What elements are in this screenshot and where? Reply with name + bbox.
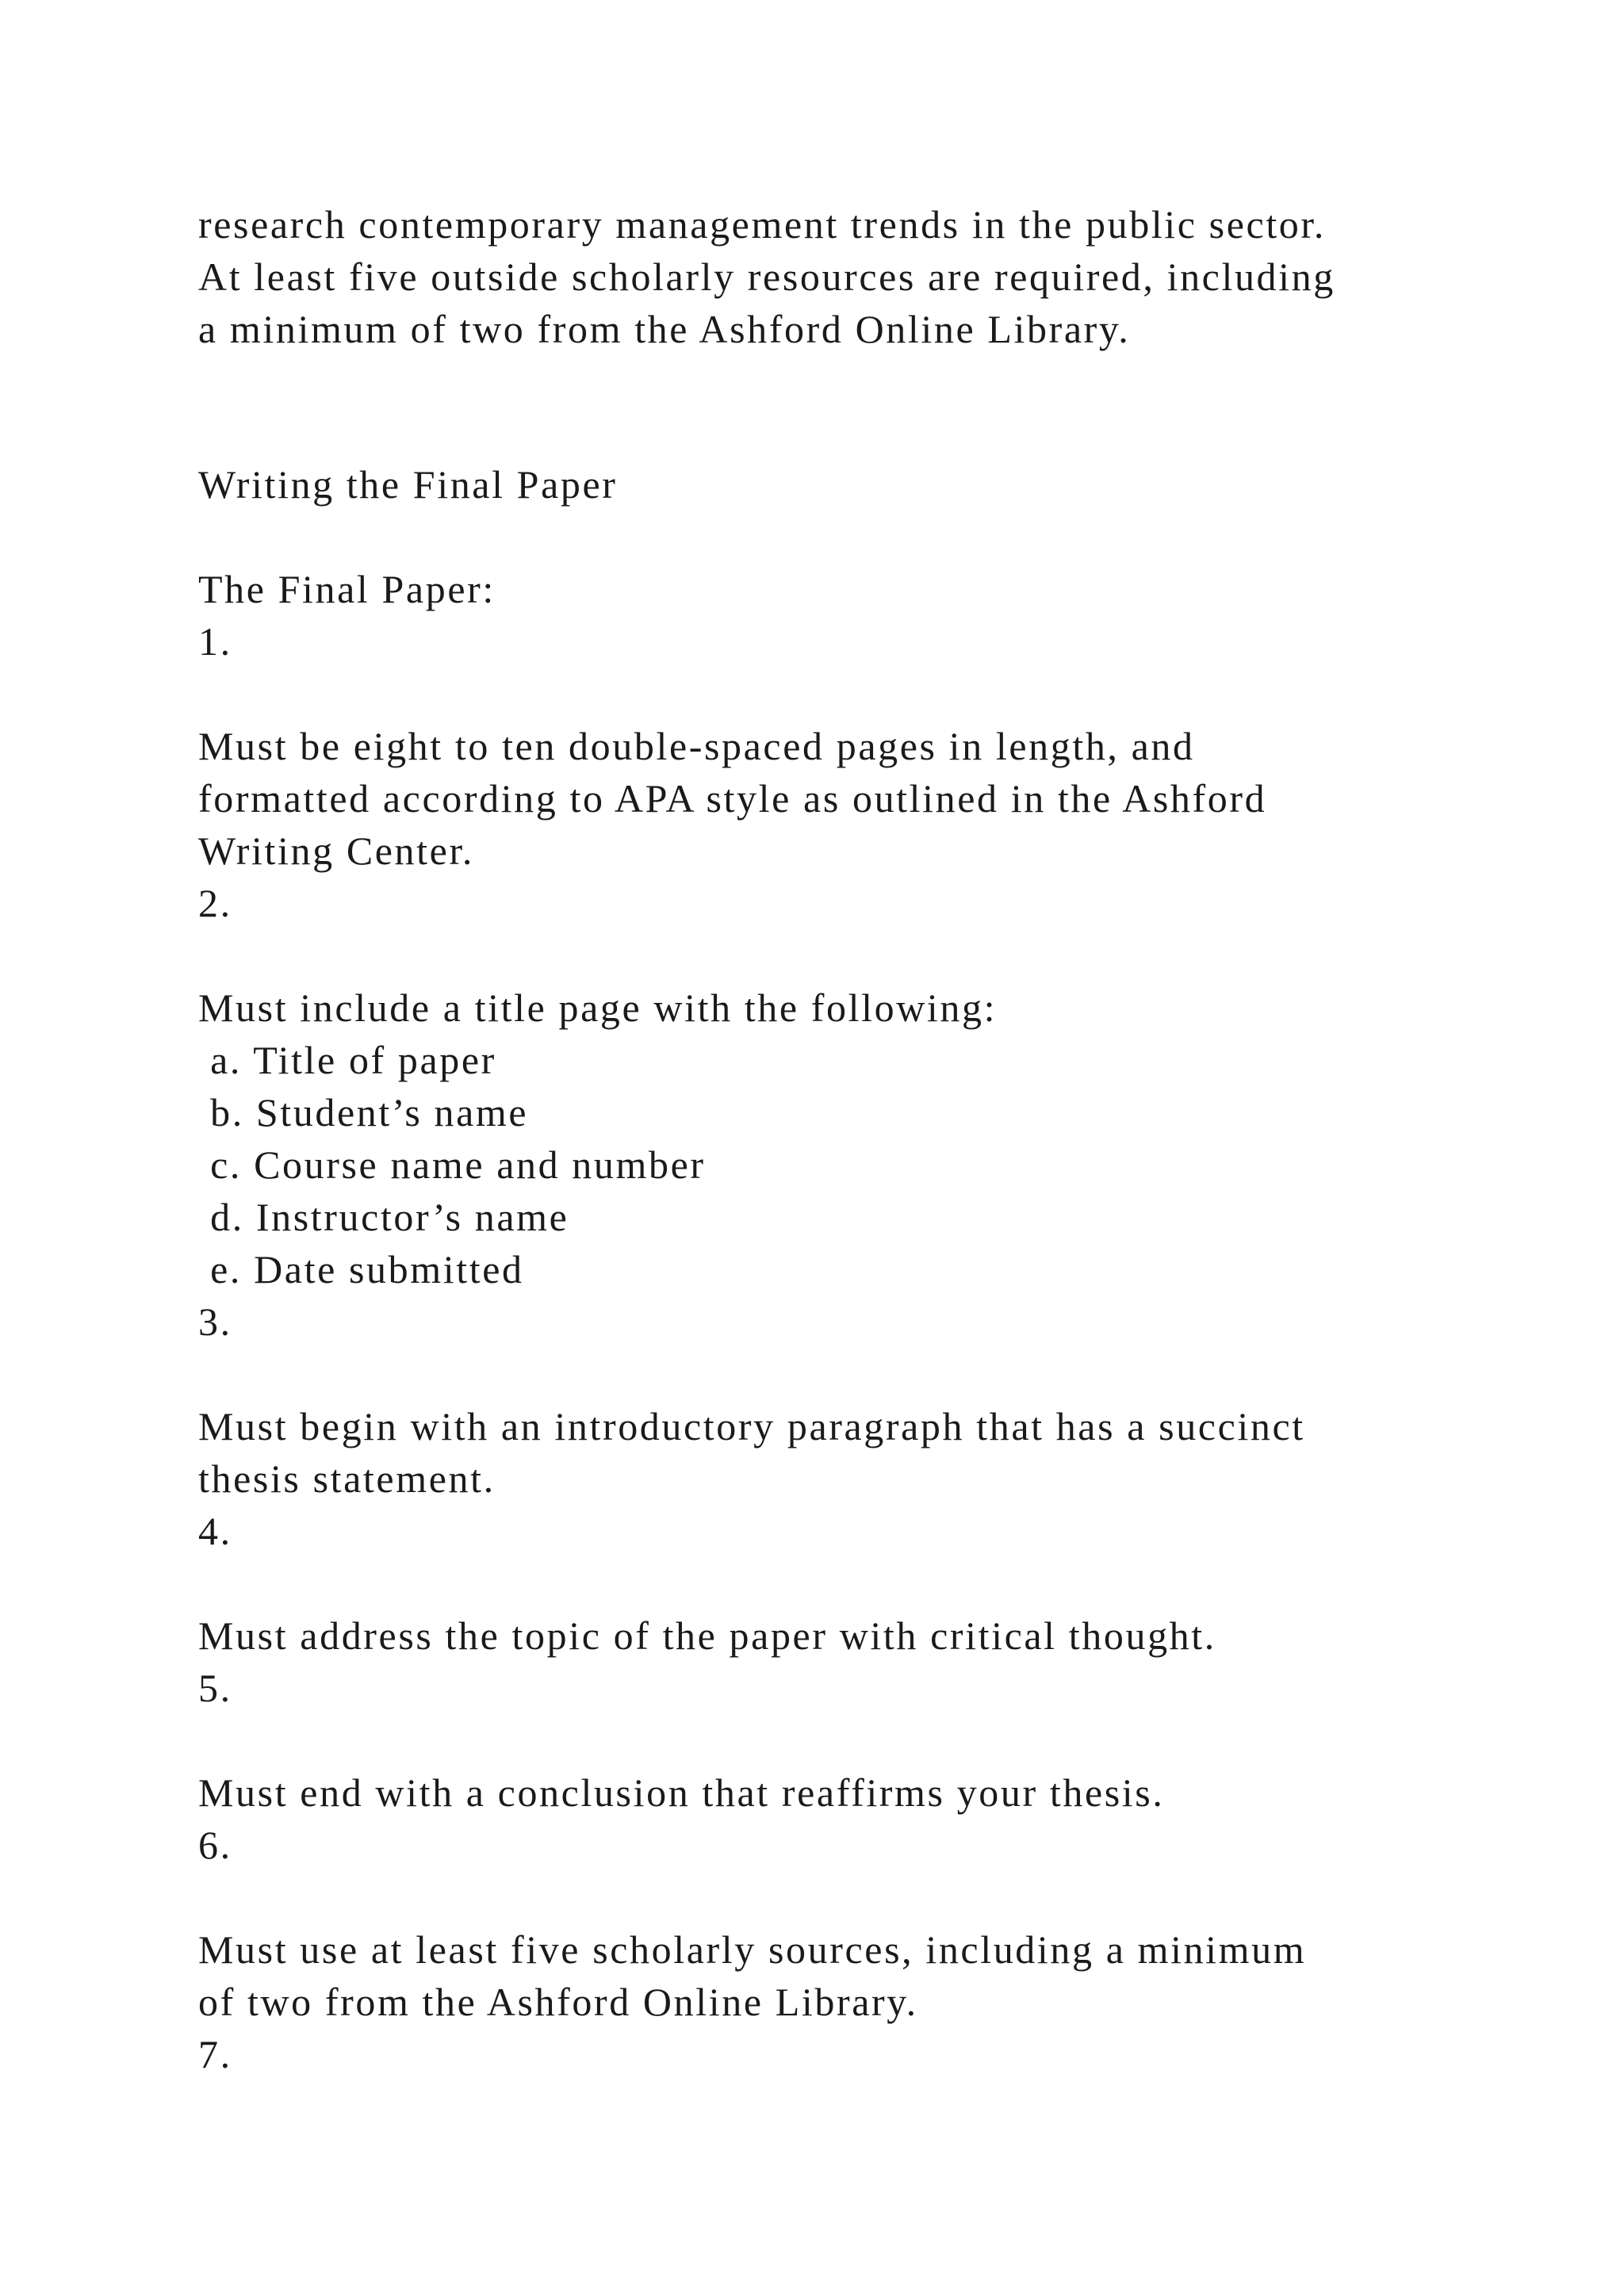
list-item-text: thesis statement. [198, 1456, 496, 1501]
sub-item: a. Title of paper [198, 1038, 496, 1082]
list-item-text: Must end with a conclusion that reaffirms your thesis. [198, 1770, 1165, 1815]
sub-item: d. Instructor’s name [198, 1195, 569, 1239]
list-number: 1. [198, 619, 232, 664]
list-item-text: Writing Center. [198, 828, 475, 873]
list-number: 2. [198, 881, 232, 925]
list-item-text: formatted according to APA style as outlined in the Ashford [198, 776, 1267, 821]
list-item-text: Must include a title page with the following: [198, 985, 998, 1030]
sub-item: b. Student’s name [198, 1090, 529, 1135]
section-heading: Writing the Final Paper [198, 462, 618, 507]
list-number: 7. [198, 2032, 232, 2076]
list-item-text: Must address the topic of the paper with critical thought. [198, 1613, 1216, 1658]
list-number: 5. [198, 1666, 232, 1710]
intro-line-2: At least five outside scholarly resources are required, including [198, 254, 1335, 299]
intro-line-1: research contemporary management trends in the public sector. [198, 202, 1327, 247]
intro-line-3: a minimum of two from the Ashford Online Library. [198, 307, 1131, 351]
list-number: 3. [198, 1299, 232, 1344]
list-number: 4. [198, 1509, 232, 1553]
sub-item: c. Course name and number [198, 1142, 706, 1187]
list-item-text: Must begin with an introductory paragraph that has a succinct [198, 1404, 1305, 1448]
list-item-text: of two from the Ashford Online Library. [198, 1980, 918, 2024]
list-item-text: Must be eight to ten double-spaced pages in length, and [198, 724, 1195, 768]
list-intro: The Final Paper: [198, 567, 496, 611]
list-number: 6. [198, 1823, 232, 1867]
sub-item: e. Date submitted [198, 1247, 524, 1292]
list-item-text: Must use at least five scholarly sources, including a minimum [198, 1927, 1307, 1972]
